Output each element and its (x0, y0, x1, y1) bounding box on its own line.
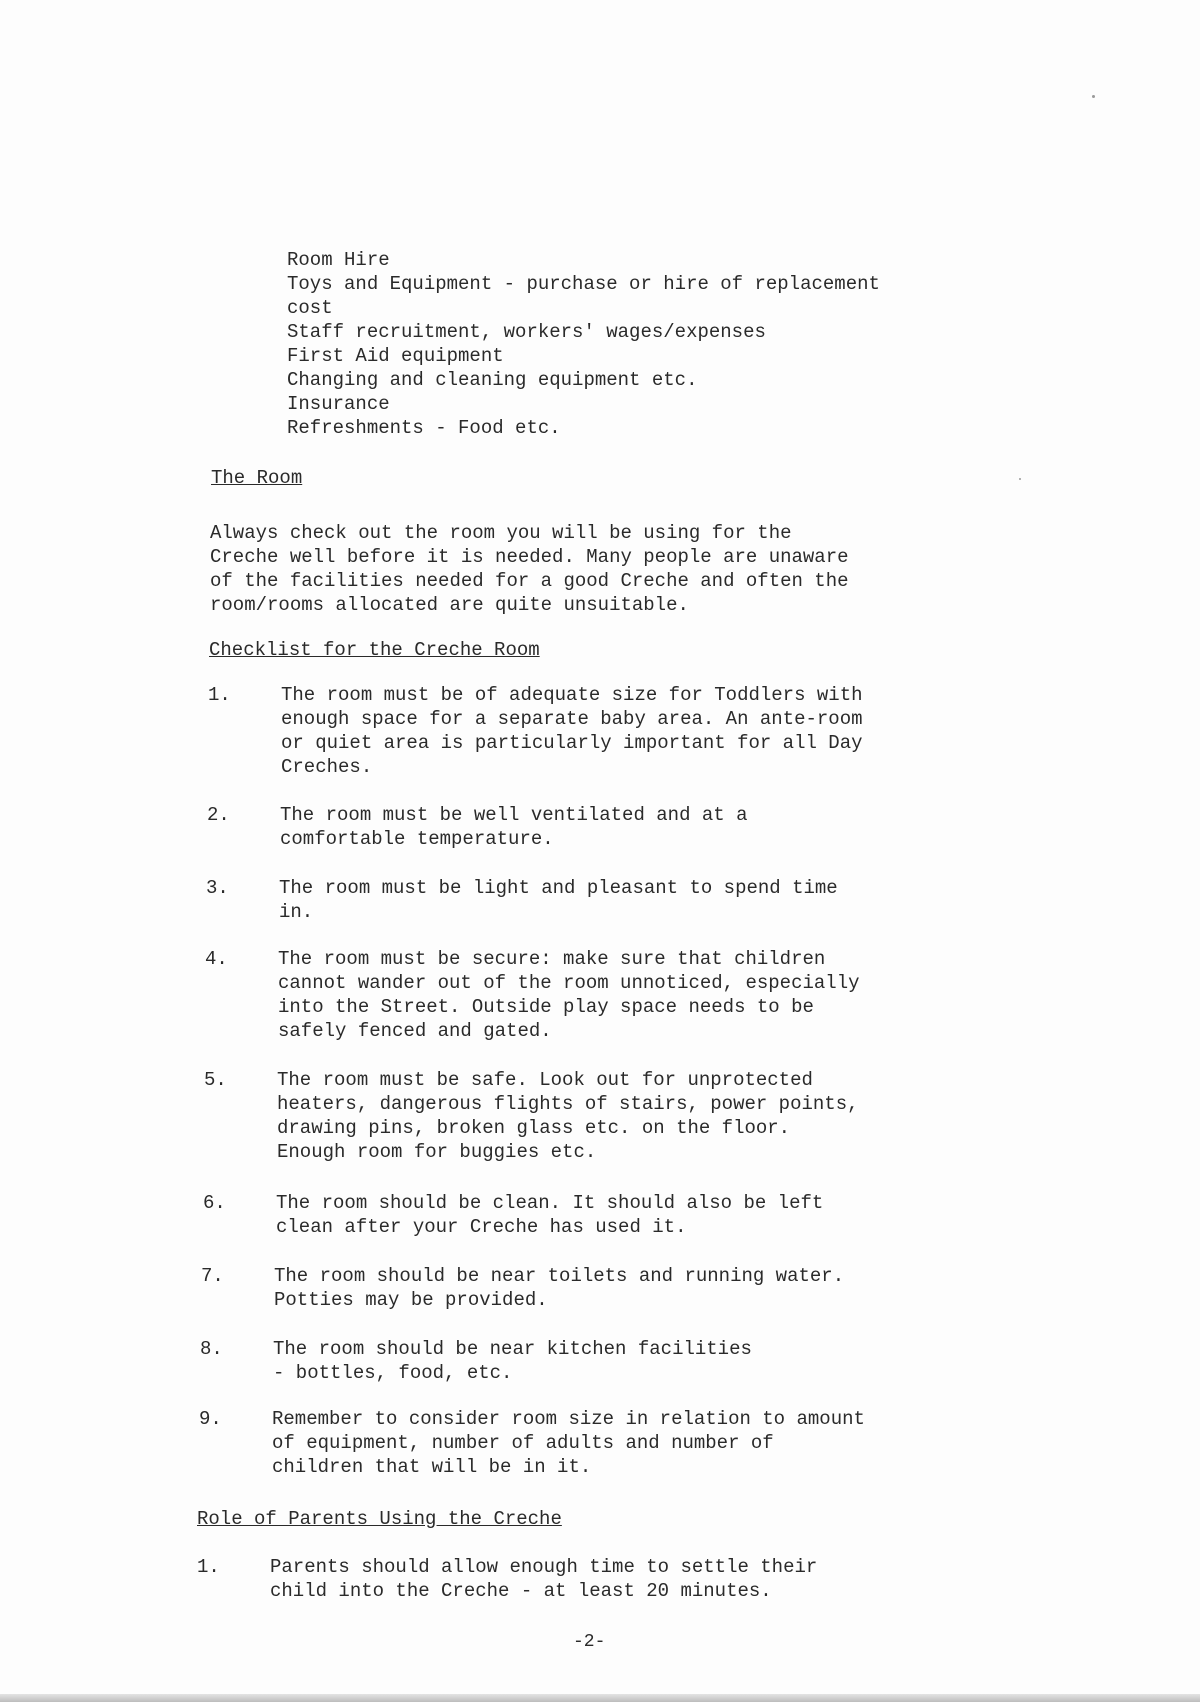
item-line: children that will be in it. (272, 1456, 592, 1478)
scan-speck (1019, 478, 1021, 480)
room-heading: The Room (211, 467, 303, 489)
item-text (270, 1555, 817, 1603)
paragraph-line: Always check out the room you will be using for the (210, 522, 792, 544)
cost-item: Refreshments - Food etc. (287, 417, 561, 439)
item-line: Potties may be provided. (274, 1289, 548, 1311)
item-line: The room should be near toilets and running water. (274, 1265, 845, 1287)
item-line: of equipment, number of adults and number of (272, 1432, 774, 1454)
item-text (277, 1068, 859, 1164)
item-text (280, 803, 747, 851)
item-line: enough space for a separate baby area. An ante-room (281, 708, 863, 730)
item-line: The room must be of adequate size for Toddlers with (281, 684, 863, 706)
item-number: 6. (203, 1192, 226, 1214)
page-number: -2- (573, 1632, 606, 1652)
item-line: child into the Creche - at least 20 minutes. (270, 1580, 772, 1602)
item-line: - bottles, food, etc. (273, 1362, 513, 1384)
item-number: 2. (207, 804, 230, 826)
item-text (274, 1264, 844, 1312)
item-text (272, 1407, 865, 1479)
item-line: in. (279, 901, 314, 923)
item-line: The room should be near kitchen facilities (273, 1338, 752, 1360)
item-line: or quiet area is particularly important for all Day (281, 732, 863, 754)
item-line: The room must be well ventilated and at a (280, 804, 748, 826)
item-line: The room must be light and pleasant to spend time (279, 877, 838, 899)
cost-item: Insurance (287, 393, 390, 415)
scan-speck (1092, 95, 1095, 98)
item-line: heaters, dangerous flights of stairs, power points, (277, 1093, 859, 1115)
cost-items-list (287, 248, 880, 440)
paragraph-line: of the facilities needed for a good Creche and often the (210, 570, 849, 592)
checklist-heading: Checklist for the Creche Room (209, 639, 540, 661)
parents-heading: Role of Parents Using the Creche (197, 1508, 562, 1530)
item-line: The room should be clean. It should also be left (276, 1192, 824, 1214)
item-line: drawing pins, broken glass etc. on the floor. (277, 1117, 791, 1139)
item-number: 3. (206, 877, 229, 899)
item-number: 1. (197, 1556, 220, 1578)
cost-item: cost (287, 297, 333, 319)
item-text (278, 947, 860, 1043)
item-line: The room must be safe. Look out for unprotected (277, 1069, 813, 1091)
item-text (281, 683, 863, 779)
item-line: cannot wander out of the room unnoticed, especially (278, 972, 860, 994)
item-text (276, 1191, 823, 1239)
item-number: 1. (208, 684, 231, 706)
item-line: Parents should allow enough time to settle their (270, 1556, 818, 1578)
item-number: 9. (199, 1408, 222, 1430)
scan-edge (0, 1694, 1200, 1702)
cost-item: Staff recruitment, workers' wages/expenses (287, 321, 766, 343)
cost-item: Changing and cleaning equipment etc. (287, 369, 698, 391)
room-paragraph (210, 521, 1070, 617)
item-number: 8. (200, 1338, 223, 1360)
item-number: 7. (201, 1265, 224, 1287)
cost-item: Toys and Equipment - purchase or hire of replacement (287, 273, 880, 295)
item-text (279, 876, 838, 924)
item-text (273, 1337, 752, 1385)
item-line: into the Street. Outside play space needs to be (278, 996, 814, 1018)
item-line: Enough room for buggies etc. (277, 1141, 597, 1163)
paragraph-line: room/rooms allocated are quite unsuitable. (210, 594, 689, 616)
item-line: safely fenced and gated. (278, 1020, 552, 1042)
item-number: 5. (204, 1069, 227, 1091)
item-line: Remember to consider room size in relation to amount (272, 1408, 865, 1430)
cost-item: Room Hire (287, 249, 390, 271)
cost-item: First Aid equipment (287, 345, 504, 367)
paragraph-line: Creche well before it is needed. Many people are unaware (210, 546, 849, 568)
item-line: clean after your Creche has used it. (276, 1216, 687, 1238)
item-line: Creches. (281, 756, 373, 778)
item-number: 4. (205, 948, 228, 970)
item-line: comfortable temperature. (280, 828, 554, 850)
item-line: The room must be secure: make sure that children (278, 948, 826, 970)
